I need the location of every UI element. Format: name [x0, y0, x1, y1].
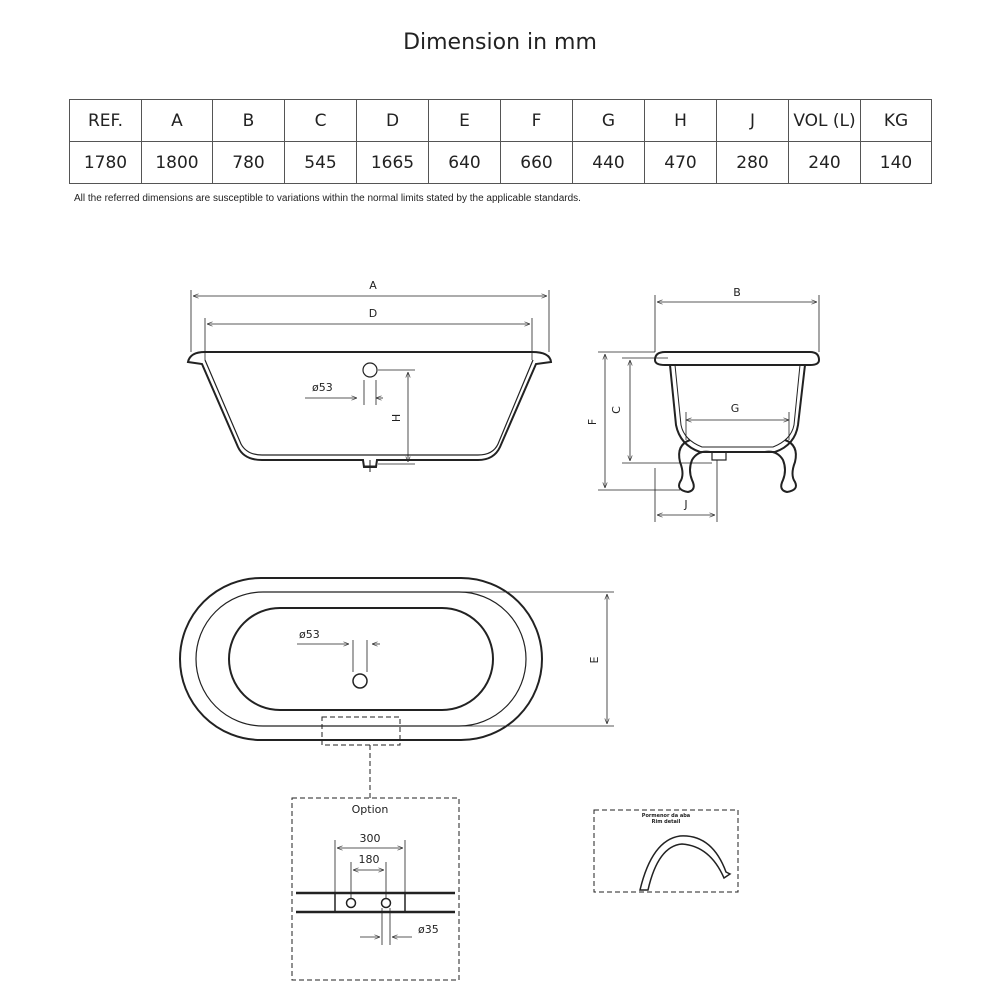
header-cell: H: [645, 100, 717, 142]
header-cell: G: [573, 100, 645, 142]
label-a: A: [369, 279, 377, 292]
bath-top-rim-edge: [196, 592, 526, 726]
drain-spigot: [712, 452, 726, 460]
label-180: 180: [358, 853, 380, 866]
header-cell: VOL (L): [789, 100, 861, 142]
value-cell: 1800: [142, 142, 213, 184]
label-h: H: [390, 413, 403, 423]
option-hole-left: [347, 899, 356, 908]
bath-top-outer-rim: [180, 578, 542, 740]
left-foot: [679, 440, 710, 492]
header-cell: F: [501, 100, 573, 142]
value-cell: 640: [429, 142, 501, 184]
label-d: D: [368, 307, 378, 320]
overflow-hole: [363, 363, 377, 377]
drain-hole: [353, 674, 367, 688]
header-cell: A: [142, 100, 213, 142]
label-j: J: [684, 498, 688, 511]
label-c: C: [610, 406, 623, 414]
value-cell: 1665: [357, 142, 429, 184]
header-cell: C: [285, 100, 357, 142]
header-cell: E: [429, 100, 501, 142]
value-cell: 470: [645, 142, 717, 184]
page-title: Dimension in mm: [403, 30, 597, 55]
disclaimer-note: All the referred dimensions are susceptible to variations within the normal limits stated by the applicable standards.: [74, 193, 581, 204]
value-cell: 780: [213, 142, 285, 184]
value-cell: 140: [861, 142, 932, 184]
option-detail-box: [292, 798, 459, 980]
label-f: F: [586, 418, 599, 426]
value-cell: 545: [285, 142, 357, 184]
value-cell: 440: [573, 142, 645, 184]
rim-detail-title-pt: Pormenor da aba: [641, 813, 691, 819]
option-detail: [292, 798, 459, 980]
label-e: E: [588, 656, 601, 664]
value-cell: 1780: [70, 142, 142, 184]
rim-detail-title-en: Rim detail: [651, 819, 681, 825]
right-foot: [765, 440, 796, 492]
top-view: [180, 578, 614, 798]
header-cell: B: [213, 100, 285, 142]
value-cell: 280: [717, 142, 789, 184]
option-hole-right: [382, 899, 391, 908]
label-drain-diameter: ø53: [312, 381, 333, 394]
bath-side-inner-wall: [205, 360, 533, 455]
option-title: Option: [351, 803, 389, 816]
header-cell: KG: [861, 100, 932, 142]
label-b: B: [733, 286, 741, 299]
value-cell: 660: [501, 142, 573, 184]
label-drain-diameter-top: ø53: [299, 628, 320, 641]
label-g: G: [730, 402, 740, 415]
bath-side-outline: [188, 352, 551, 467]
header-cell: D: [357, 100, 429, 142]
rim-profile: [640, 836, 730, 890]
header-cell: REF.: [70, 100, 142, 142]
label-hole-diameter: ø35: [418, 923, 439, 936]
end-view-rim: [655, 352, 819, 365]
label-300: 300: [359, 832, 381, 845]
bath-top-basin: [229, 608, 493, 710]
header-cell: J: [717, 100, 789, 142]
end-view: [598, 295, 819, 522]
value-cell: 240: [789, 142, 861, 184]
